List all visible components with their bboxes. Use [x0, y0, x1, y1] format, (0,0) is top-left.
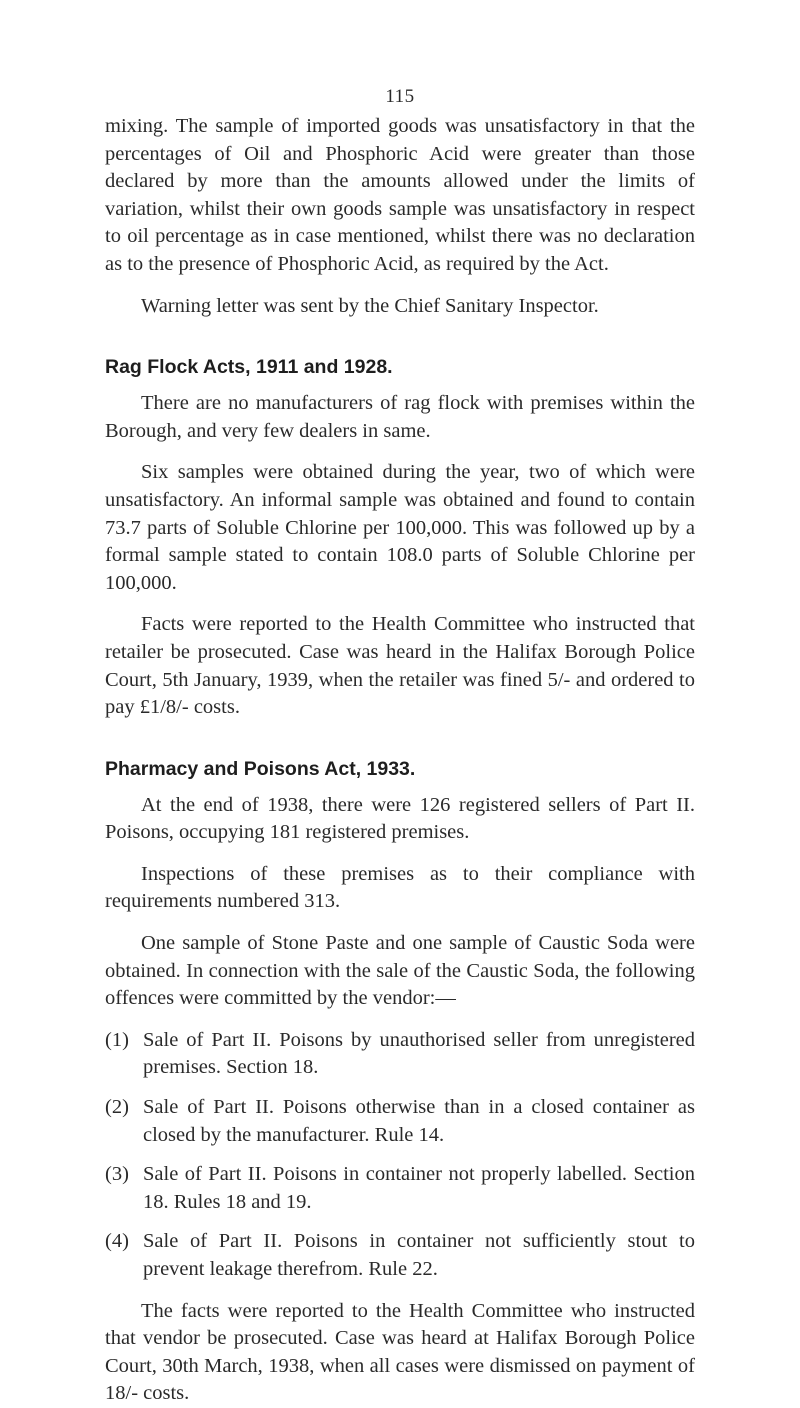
list-item-text: Sale of Part II. Poisons by unauthorised seller from unregistered premises. Section 18. — [143, 1028, 695, 1079]
list-item — [105, 1228, 695, 1283]
list-item-text: Sale of Part II. Poisons in container not sufficiently stout to prevent leakage therefrom. Rule 22. — [143, 1230, 695, 1280]
intro-paragraph: mixing. The sample of imported goods was unsatisfactory in that the percentages of Oil and Phosphoric Acid were greater than those declared by more than the amounts allowed under the limits of variation, whilst their own goods sample was unsatisfactory in respect to oil percentage as in case mentioned, whilst there was no declaration as to the presence of Phosphoric Acid, as required by the Act. — [105, 115, 695, 275]
list-item — [105, 1094, 695, 1149]
pharmacy-paragraph-4: The facts were reported to the Health Committee who instructed that vendor be prosecuted. Case was heard at Halifax Borough Police Court, 30th March, 1938, when all cases were dismissed on payment of 18/- costs. — [105, 1299, 695, 1405]
pharmacy-heading: Pharmacy and Poisons Act, 1933. — [105, 757, 416, 780]
warning-letter-paragraph: Warning letter was sent by the Chief Sanitary Inspector. — [141, 294, 599, 317]
list-item — [105, 1161, 695, 1216]
page-number: 115 — [385, 86, 415, 107]
list-item-number: (2) — [105, 1096, 129, 1119]
list-item-number: (1) — [105, 1028, 129, 1051]
rag-flock-heading: Rag Flock Acts, 1911 and 1928. — [105, 356, 393, 379]
pharmacy-paragraph-3: One sample of Stone Paste and one sample of Caustic Soda were obtained. In connection with the sale of the Caustic Soda, the following offences were committed by the vendor:— — [105, 932, 695, 1010]
offences-list — [105, 1027, 695, 1284]
list-item-number: (4) — [105, 1230, 129, 1253]
list-item — [105, 1027, 695, 1082]
rag-flock-paragraph-3: Facts were reported to the Health Committee who instructed that retailer be prosecuted. Case was heard in the Halifax Borough Police Court, 5th January, 1939, when the retailer was fined 5/- and ordered to pay £1/8/- costs. — [105, 613, 695, 719]
rag-flock-paragraph-1: There are no manufacturers of rag flock with premises within the Borough, and very few dealers in same. — [105, 392, 695, 442]
rag-flock-paragraph-2: Six samples were obtained during the year, two of which were unsatisfactory. An informal sample was obtained and found to contain 73.7 parts of Soluble Chlorine per 100,000. This was followed up by a formal sample stated to contain 108.0 parts of Soluble Chlorine per 100,000. — [105, 461, 695, 594]
list-item-number: (3) — [105, 1163, 129, 1186]
list-item-text: Sale of Part II. Poisons in container not properly labelled. Section 18. Rules 18 and 19. — [143, 1163, 695, 1213]
list-item-text: Sale of Part II. Poisons otherwise than in a closed container as closed by the manufacturer. Rule 14. — [143, 1096, 695, 1146]
pharmacy-paragraph-1: At the end of 1938, there were 126 registered sellers of Part II. Poisons, occupying 181 registered premises. — [105, 793, 695, 844]
pharmacy-paragraph-2: Inspections of these premises as to their compliance with requirements numbered 313. — [105, 862, 695, 913]
document-body — [105, 113, 695, 1408]
